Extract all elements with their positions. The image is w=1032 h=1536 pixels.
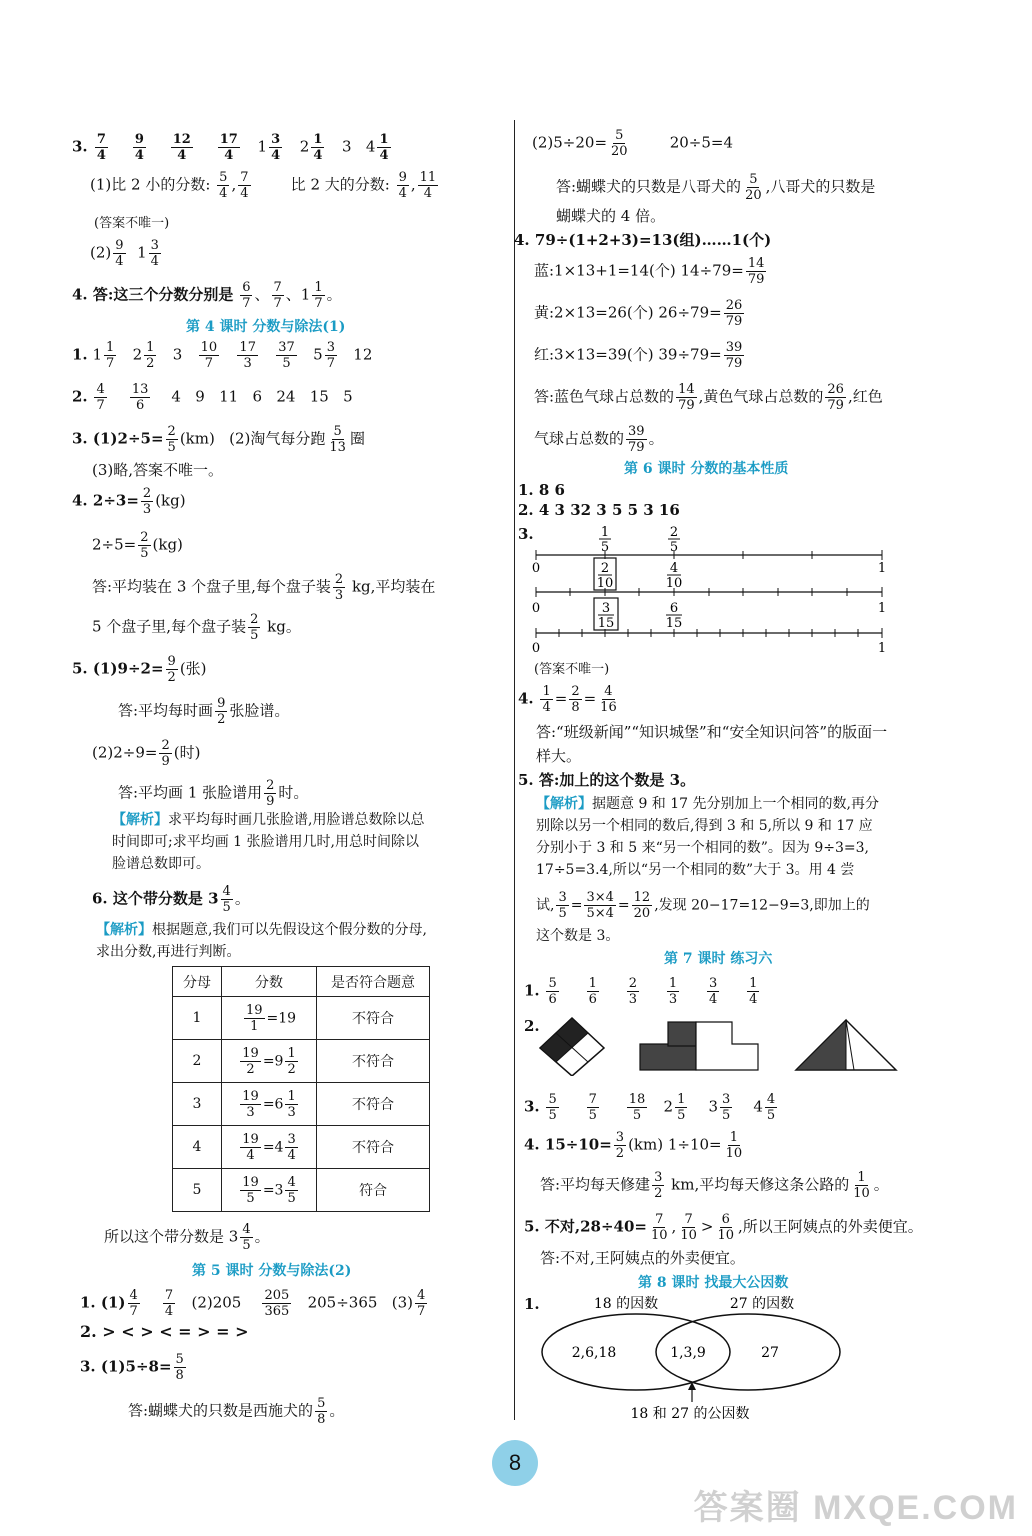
- s7-q4-eq2: (km) 1÷10=: [628, 1135, 722, 1154]
- table-cell-frac: $\frac{19}{2}$ =9 $\frac{1}{2}$: [222, 1040, 317, 1083]
- nl-frac-1-den: 5: [600, 540, 610, 555]
- page-number: 8: [492, 1440, 538, 1486]
- s6-q5-analysis2: 别除以另一个相同的数后,得到 3 和 5,所以 9 和 17 应: [536, 818, 873, 834]
- r-answer3b: 。: [648, 429, 664, 448]
- nl-frac-2-den: 5: [669, 540, 679, 555]
- table-cell-den: 1: [173, 997, 222, 1040]
- table-cell-frac: $\frac{19}{5}$ =3 $\frac{4}{5}$: [222, 1169, 317, 1212]
- table-header-cell: 分数: [222, 967, 317, 997]
- s4-q4-unit2: (kg): [152, 535, 183, 554]
- s7-q1: 1. $\frac{5}{6}$ $\frac{1}{6}$ $\frac{2}{3}$ $\frac{1}{3}$ $\frac{3}{4}$ $\frac{1}{4}$: [524, 976, 758, 1007]
- number-line-1: [536, 525, 882, 560]
- s4-q4-eq2: 2÷5=: [92, 535, 137, 554]
- s4-q5-eq2-text: (2)2÷9=: [92, 743, 158, 762]
- s4-q4-ans2a: 5 个盘子里,每个盘子装: [92, 617, 247, 636]
- s7-q4-answer1: 答:平均每天修建: [540, 1175, 651, 1194]
- r-answer1: 答:蝴蝶犬的只数是八哥犬的 $\frac{5}{20}$ ,八哥犬的只数是: [556, 172, 876, 203]
- table-row: [173, 1083, 430, 1126]
- s6-q5-analysis5a: 试,: [536, 897, 555, 914]
- s5-q3-answer: 答:蝴蝶犬的只数是西施犬的 $\frac{5}{8}$ 。: [128, 1396, 345, 1427]
- s7-q4-answer3: 。: [873, 1175, 889, 1194]
- table-row: [173, 997, 430, 1040]
- q3-line: 3. $\frac{7}{4}$ $\frac{9}{4}$ $\frac{12}{4}$ $\frac{17}{4}$ 1 $\frac{3}{4}$ 2 $\frac{1}{4}$ 3 4 $\frac{1}{4}$: [72, 132, 389, 163]
- s4-q4-ans1a: 答:平均装在 3 个盘子里,每个盘子装: [92, 577, 331, 596]
- s5-q1-label: 1. (1): [80, 1293, 126, 1312]
- r-answer2: 答:蓝色气球占总数的 $\frac{14}{79}$ ,黄色气球占总数的 $\frac{26}{79}$ ,红色: [534, 382, 883, 413]
- r-answer1c: 蝴蝶犬的 4 倍。: [556, 207, 666, 225]
- s7-q5-text1: 5. 不对,28÷40=: [524, 1217, 647, 1236]
- r-blue: 蓝:1×13+1=14(个) 14÷79= $\frac{14}{79}$: [534, 256, 765, 287]
- s4-q6-analysis-text1: 根据题意,我们可以先假设这个假分数的分母,: [152, 922, 427, 938]
- r-yellow-text: 黄:2×13=26(个) 26÷79=: [534, 303, 722, 322]
- denominator-table: [172, 966, 430, 1212]
- s4-q4-ans1b: kg,平均装在: [351, 577, 436, 596]
- r-answer2a: 答:蓝色气球占总数的: [534, 387, 675, 406]
- analysis-tag: 【解析】: [112, 812, 168, 828]
- s4-q5-eq2: (2)2÷9= $\frac{2}{9}$ (时): [92, 738, 201, 769]
- s5-q3-eq: 3. (1)5÷8=: [80, 1357, 172, 1376]
- s4-q5-ans1b: 张脸谱。: [229, 701, 290, 720]
- s5-q1-part3: (3): [391, 1293, 413, 1312]
- s7-q5: 5. 不对,28÷40= $\frac{7}{10}$ , $\frac{7}{10}$ > $\frac{6}{10}$ ,所以王阿姨点的外卖便宜。: [524, 1212, 923, 1243]
- s5-q2: 2. > < > < = > = >: [80, 1322, 249, 1341]
- s4-q5-analysis-text1: 求平均每时画几张脸谱,用脸谱总数除以总: [168, 812, 425, 828]
- section-title-5: 第 5 课时 分数与除法(2): [192, 1263, 352, 1279]
- table-row: [173, 1169, 430, 1212]
- r-line1: (2)5÷20= $\frac{5}{20}$ 20÷5=4: [532, 128, 734, 159]
- s4-q3-part2-unit: 圈: [349, 429, 365, 448]
- s5-q3: 3. (1)5÷8= $\frac{5}{8}$: [80, 1352, 184, 1383]
- section-title-7: 第 7 课时 练习六: [664, 951, 773, 967]
- s4-q3: 3. (1)2÷5= $\frac{2}{5}$ (km) (2)淘气每分跑 $\frac{5}{13}$ 圈: [72, 424, 365, 455]
- q3-part1-less: (1)比 2 小的分数:: [90, 175, 211, 194]
- r-eq1: (2)5÷20=: [532, 133, 608, 152]
- step-shape: [640, 1022, 758, 1070]
- s4-q3-unit: (km): [179, 429, 215, 448]
- table-cell-ok: 不符合: [317, 1126, 430, 1169]
- s7-q4-answer2: km,平均每天修这条公路的: [671, 1175, 850, 1194]
- r-answer2b: ,黄色气球占总数的: [698, 387, 824, 406]
- s6-q5-analysis4: 17÷5=3.4,所以“另一个相同的数”大于 3。用 4 尝: [536, 862, 855, 878]
- table-cell-ok: 不符合: [317, 997, 430, 1040]
- number-line-3: [532, 598, 886, 656]
- nl-zero: 0: [531, 641, 541, 656]
- table-header-row: [173, 967, 430, 997]
- r-red: 红:3×13=39(个) 39÷79= $\frac{39}{79}$: [534, 340, 743, 371]
- q3-part2: (2) $\frac{9}{4}$ 1 $\frac{3}{4}$: [90, 238, 159, 269]
- table-cell-den: 5: [173, 1169, 222, 1212]
- s4-q3-part2: (2)淘气每分跑: [229, 429, 326, 448]
- s6-q5-analysis5b: ,发现 20−17=12−9=3,即加上的: [654, 897, 870, 914]
- s6-q5-analysis1: [536, 794, 879, 814]
- table-header-cell: 是否符合题意: [317, 967, 430, 997]
- s7-q2-label: 2.: [524, 1017, 540, 1035]
- q3-part1: (1)比 2 小的分数: $\frac{5}{4}$ , $\frac{7}{4}$ 比 2 大的分数: $\frac{9}{4}$ , $\frac{11}{4}$: [90, 170, 437, 201]
- s4-q6-conclusion: 所以这个带分数是 3 $\frac{4}{5}$ 。: [104, 1222, 270, 1253]
- table-cell-den: 4: [173, 1126, 222, 1169]
- analysis-tag: 【解析】: [536, 796, 592, 812]
- r-eq2: 20÷5=4: [669, 133, 734, 152]
- s4-q4-line2: 2÷5= $\frac{2}{5}$ (kg): [92, 530, 183, 561]
- diamond-shape: [540, 1018, 604, 1076]
- s4-q3-part3: (3)略,答案不唯一。: [92, 461, 224, 479]
- table-cell-frac: $\frac{19}{4}$ =4 $\frac{3}{4}$: [222, 1126, 317, 1169]
- s6-q5-analysis6: 这个数是 3。: [536, 928, 620, 944]
- s4-q6-text: 6. 这个带分数是 3: [92, 889, 219, 908]
- q3-part2-label: (2): [90, 243, 112, 262]
- s4-q6-analysis1: [96, 920, 427, 940]
- s4-q5-eq1: 5. (1)9÷2= $\frac{9}{2}$ (张): [72, 654, 207, 685]
- table-header-cell: 分母: [173, 967, 222, 997]
- s7-q5-answer: 答:不对,王阿姨点的外卖便宜。: [540, 1249, 745, 1267]
- s7-q4-answer: 答:平均每天修建 $\frac{3}{2}$ km,平均每天修这条公路的 $\frac{1}{10}$ 。: [540, 1170, 889, 1201]
- nl-zero: 0: [531, 561, 541, 576]
- venn-right-values: 27: [761, 1345, 779, 1361]
- s7-q4: 4. 15÷10= $\frac{3}{2}$ (km) 1÷10= $\frac{1}{10}$: [524, 1130, 743, 1161]
- number-line-diagram: [520, 520, 900, 660]
- r-answer3: 气球占总数的 $\frac{39}{79}$ 。: [534, 424, 664, 455]
- s4-q6: 6. 这个带分数是 3 $\frac{4}{5}$ 。: [92, 884, 250, 915]
- table-cell-frac: $\frac{19}{3}$ =6 $\frac{1}{3}$: [222, 1083, 317, 1126]
- shaded-shapes: [536, 1014, 906, 1076]
- s6-q5-analysis3: 分别小于 3 和 5 来“另一个相同的数”。因为 9÷3=3,: [536, 840, 870, 856]
- s4-q4-ans2b: kg。: [267, 617, 301, 636]
- s4-q4-answer1: 答:平均装在 3 个盘子里,每个盘子装 $\frac{2}{3}$ kg,平均装在: [92, 572, 436, 603]
- nl-frac-5-den: 15: [597, 616, 615, 631]
- venn-mid-values: 1,3,9: [670, 1345, 706, 1361]
- table-cell-frac: $\frac{19}{1}$ =19: [222, 997, 317, 1040]
- venn-left-values: 2,6,18: [571, 1345, 617, 1361]
- s6-q2: 2. 4 3 32 3 5 5 3 16: [518, 501, 680, 519]
- s7-q5-text2: ,所以王阿姨点的外卖便宜。: [738, 1217, 923, 1236]
- s4-q5-eq1-text: 5. (1)9÷2=: [72, 659, 164, 678]
- s6-q1: 1. 8 6: [518, 481, 565, 499]
- nl-frac-4-num: 4: [669, 561, 679, 576]
- table-cell-ok: 不符合: [317, 1040, 430, 1083]
- s4-q4-answer2: 5 个盘子里,每个盘子装 $\frac{2}{5}$ kg。: [92, 612, 301, 643]
- q4-text: 4. 答:这三个分数分别是: [72, 285, 234, 304]
- s6-q3-label: 3.: [518, 525, 534, 543]
- section-title-4: 第 4 课时 分数与除法(1): [186, 319, 346, 335]
- nl-frac-3-num: 2: [600, 561, 610, 576]
- s6-q4-answer2: 样大。: [536, 747, 582, 765]
- s4-q5-eq2-unit: (时): [173, 743, 201, 762]
- s6-q4: 4. $\frac{1}{4}$ = $\frac{2}{8}$ = $\frac{4}{16}$: [518, 684, 617, 715]
- s6-q5-analysis-text1: 据题意 9 和 17 先分别加上一个相同的数,再分: [592, 796, 879, 812]
- nl-frac-6-num: 6: [669, 601, 679, 616]
- venn-left-label: 18 的因数: [593, 1296, 659, 1312]
- watermark: 答案圈 MXQE.COM: [693, 1489, 1018, 1527]
- s4-q1: 1. 1 $\frac{1}{7}$ 2 $\frac{1}{2}$ 3 $\frac{10}{7}$ $\frac{17}{3}$ $\frac{37}{5}$ 5 $\frac{3}{7}$ 12: [72, 340, 373, 371]
- nl-one: 1: [877, 561, 887, 576]
- table-cell-den: 2: [173, 1040, 222, 1083]
- table-cell-den: 3: [173, 1083, 222, 1126]
- nl-frac-5-num: 3: [601, 601, 611, 616]
- r-answer3a: 气球占总数的: [534, 429, 625, 448]
- q3-note: (答案不唯一): [94, 216, 170, 231]
- triangle-shape: [796, 1020, 896, 1070]
- r-yellow: 黄:2×13=26(个) 26÷79= $\frac{26}{79}$: [534, 298, 743, 329]
- section-title-6: 第 6 课时 分数的基本性质: [624, 461, 789, 477]
- s4-q4-eq1: 4. 2÷3=: [72, 491, 139, 510]
- nl-frac-2-num: 2: [669, 525, 679, 540]
- s4-q5-ans1a: 答:平均每时画: [118, 701, 214, 720]
- venn-right-label: 27 的因数: [729, 1296, 795, 1312]
- s5-q1-div: 205÷365: [307, 1293, 378, 1312]
- table-row: [173, 1126, 430, 1169]
- s4-q6-analysis2: 求出分数,再进行判断。: [96, 944, 241, 960]
- s7-q3: 3. $\frac{5}{5}$ $\frac{7}{5}$ $\frac{18}{5}$ 2 $\frac{1}{5}$ 3 $\frac{3}{5}$ 4 $\frac{4}{5}$: [524, 1092, 776, 1123]
- s4-q6-conclusion-text: 所以这个带分数是 3: [104, 1227, 239, 1246]
- s6-q5: 5. 答:加上的这个数是 3。: [518, 771, 696, 789]
- s4-q3-eq: 3. (1)2÷5=: [72, 429, 164, 448]
- s4-q5-ans2b: 时。: [278, 783, 309, 802]
- s5-q1: 1. (1) $\frac{4}{7}$ $\frac{7}{4}$ (2)205 $\frac{205}{365}$ 205÷365 (3) $\frac{4}{7}$: [80, 1288, 426, 1319]
- s4-q5-analysis1: [112, 810, 424, 830]
- analysis-tag: 【解析】: [96, 922, 152, 938]
- s8-q1-label: 1.: [524, 1295, 540, 1313]
- s5-q1-part2: (2)205: [191, 1293, 242, 1312]
- number-line-2: [532, 558, 886, 597]
- section-title-8: 第 8 课时 找最大公因数: [638, 1275, 789, 1291]
- nl-frac-6-den: 15: [665, 616, 683, 631]
- table-row: [173, 1040, 430, 1083]
- s4-q5-analysis2: 时间即可;求平均画 1 张脸谱用几时,用总时间除以: [112, 834, 419, 850]
- s4-q5-ans1: 答:平均每时画 $\frac{9}{2}$ 张脸谱。: [118, 696, 290, 727]
- venn-bottom-label: 18 和 27 的公因数: [630, 1406, 750, 1422]
- q3-part1-greater: 比 2 大的分数:: [290, 175, 390, 194]
- s6-q4-answer1: 答:“班级新闻”“知识城堡”和“安全知识问答”的版面一: [536, 723, 888, 741]
- venn-diagram: [536, 1290, 846, 1430]
- nl-one: 1: [877, 601, 887, 616]
- s5-q3-answer-text: 答:蝴蝶犬的只数是西施犬的: [128, 1401, 314, 1420]
- s4-q5-eq1-unit: (张): [179, 659, 207, 678]
- r-answer2c: ,红色: [847, 387, 883, 406]
- s6-q5-analysis5: 试, $\frac{3}{5}$ = $\frac{3\times 4}{5\times 4}$ = $\frac{12}{20}$ ,发现 20−17=12−9=3,即加上的: [536, 890, 870, 921]
- nl-frac-1-num: 1: [600, 525, 610, 540]
- s7-q4-eq1: 4. 15÷10=: [524, 1135, 612, 1154]
- column-divider: [514, 120, 515, 1420]
- q4-answer: 4. 答:这三个分数分别是 $\frac{6}{7}$ 、 $\frac{7}{7}$ 、1 $\frac{1}{7}$ 。: [72, 280, 342, 311]
- s4-q4-unit1: (kg): [155, 491, 186, 510]
- s4-q5-analysis3: 脸谱总数即可。: [112, 856, 210, 872]
- r-answer1b: ,八哥犬的只数是: [765, 177, 876, 196]
- nl-frac-3-den: 10: [596, 576, 614, 591]
- r-q4: 4. 79÷(1+2+3)=13(组)……1(个): [514, 231, 772, 249]
- r-red-text: 红:3×13=39(个) 39÷79=: [534, 345, 722, 364]
- nl-zero: 0: [531, 601, 541, 616]
- s4-q4-line1: 4. 2÷3= $\frac{2}{3}$ (kg): [72, 486, 186, 517]
- r-blue-text: 蓝:1×13+1=14(个) 14÷79=: [534, 261, 744, 280]
- r-answer1a: 答:蝴蝶犬的只数是八哥犬的: [556, 177, 742, 196]
- s4-q5-ans2a: 答:平均画 1 张脸谱用: [118, 783, 263, 802]
- table-cell-ok: 不符合: [317, 1083, 430, 1126]
- nl-one: 1: [877, 641, 887, 656]
- table-cell-ok: 符合: [317, 1169, 430, 1212]
- s4-q5-ans2: 答:平均画 1 张脸谱用 $\frac{2}{9}$ 时。: [118, 778, 309, 809]
- s5-q3-answer-end: 。: [329, 1401, 345, 1420]
- s4-q2: 2. $\frac{4}{7}$ $\frac{13}{6}$ 4 9 11 6 24 15 5: [72, 382, 353, 413]
- nl-frac-4-den: 10: [665, 576, 683, 591]
- s6-note: (答案不唯一): [534, 662, 610, 677]
